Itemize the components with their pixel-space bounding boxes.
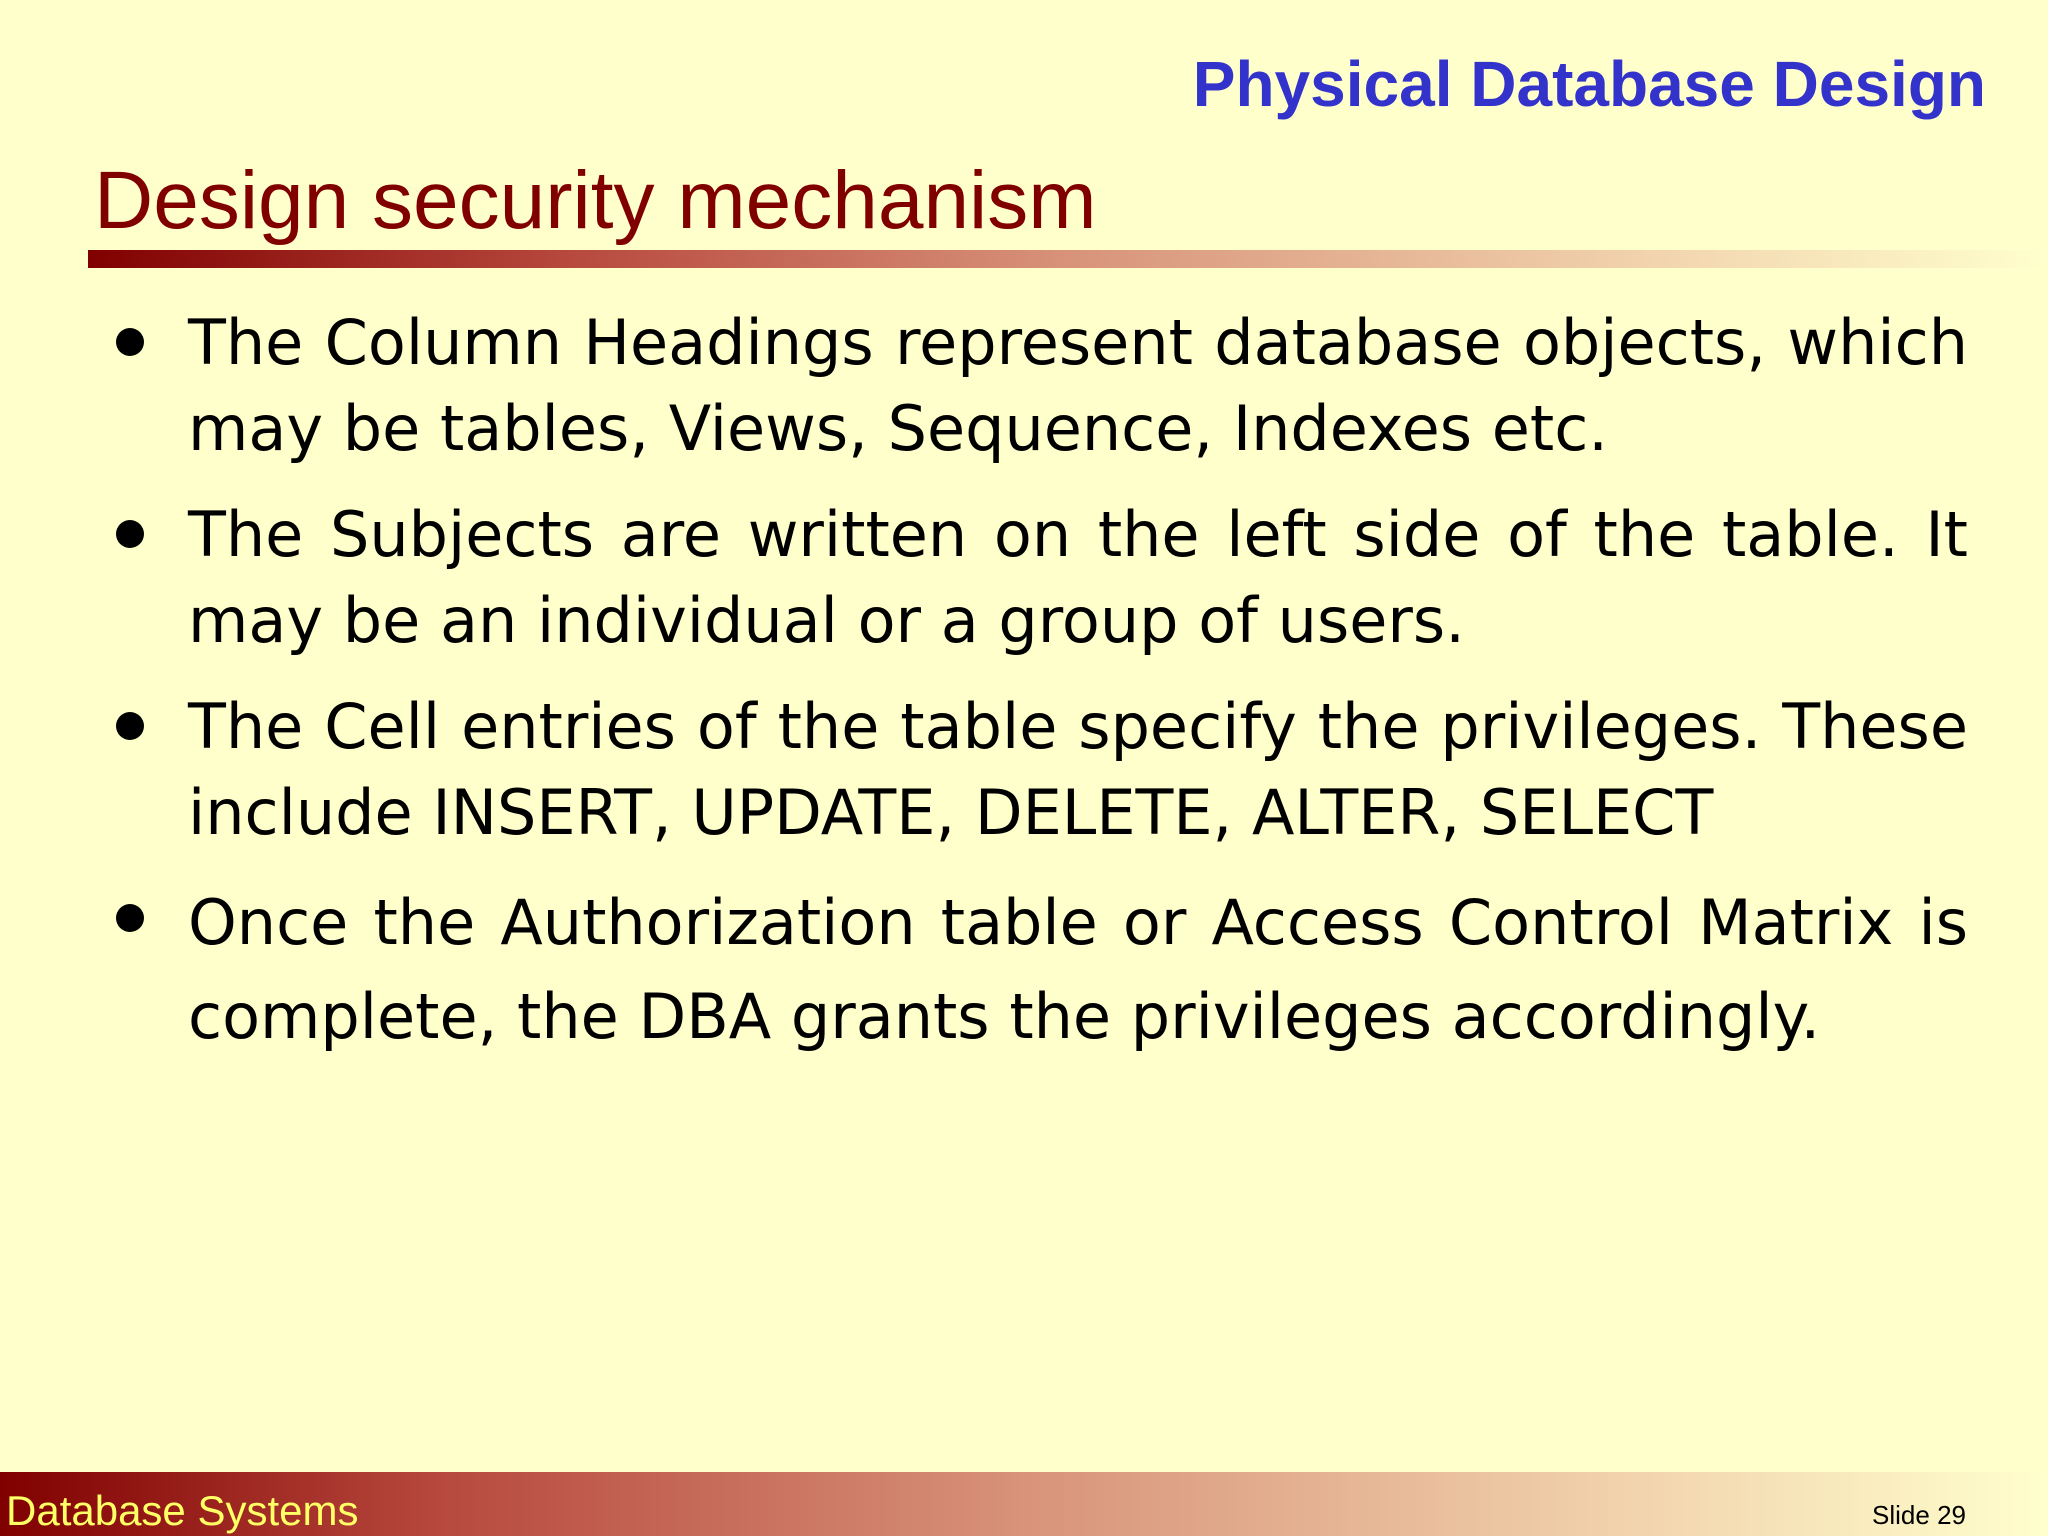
bullet-item bbox=[108, 684, 1968, 856]
bullet-item bbox=[108, 876, 1968, 1064]
bullet-text: The Subjects are written on the left side of the table. It may be an individual or a group of users. bbox=[188, 498, 1968, 657]
bullet-dot-icon bbox=[116, 328, 144, 356]
bullet-text: The Column Headings represent database objects, which may be tables, Views, Sequence, Indexes etc. bbox=[188, 306, 1968, 465]
bullet-dot-icon bbox=[116, 520, 144, 548]
slide-title: Design security mechanism bbox=[94, 155, 1097, 246]
slide-number: Slide 29 bbox=[1872, 1500, 1966, 1530]
footer-course-name: Database Systems bbox=[6, 1487, 359, 1534]
bullet-text: The Cell entries of the table specify the privileges. These include INSERT, UPDATE, DELETE, ALTER, SELECT bbox=[188, 690, 1968, 849]
bullet-dot-icon bbox=[116, 712, 144, 740]
bullet-item bbox=[108, 300, 1968, 472]
bullet-item bbox=[108, 492, 1968, 664]
bullet-list bbox=[108, 300, 1968, 1084]
bullet-text: Once the Authorization table or Access Control Matrix is complete, the DBA grants the privileges accordingly. bbox=[188, 886, 1968, 1053]
section-title: Physical Database Design bbox=[1192, 48, 1986, 120]
bullet-dot-icon bbox=[116, 904, 144, 932]
title-underline-rule bbox=[88, 250, 2048, 268]
